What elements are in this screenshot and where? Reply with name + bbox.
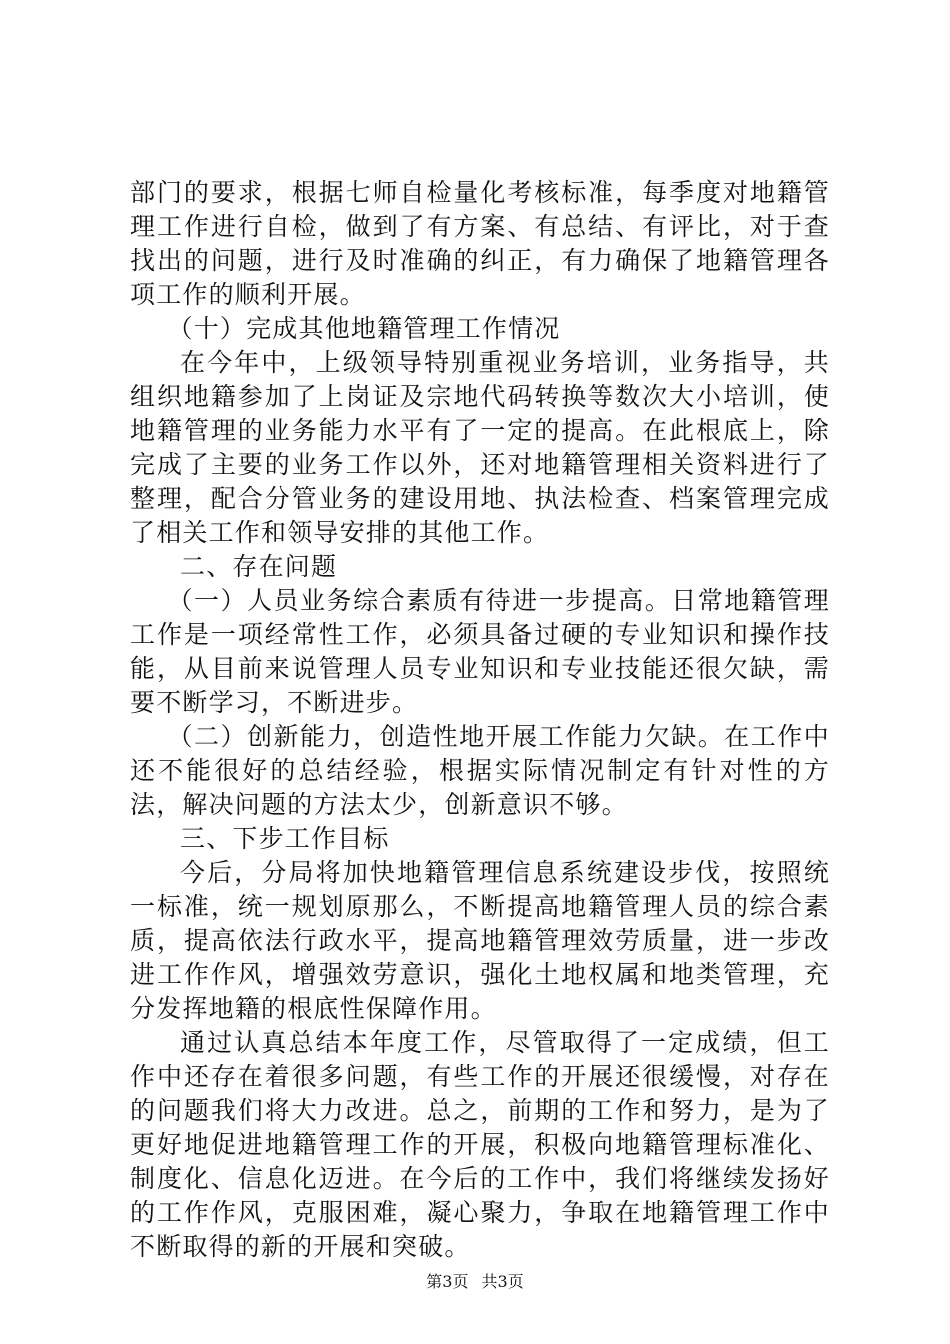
paragraph-conclusion: 通过认真总结本年度工作，尽管取得了一定成绩，但工作中还存在着很多问题，有些工作的开展还很缓慢，对存在的问题我们将大力改进。总之，前期的工作和努力，是为了更好地促进地籍管理工作的开展，积极向地籍管理标准化、制度化、信息化迈进。在今后的工作中，我们将继续发扬好的工作作风，克服困难，凝心聚力，争取在地籍管理工作中不断取得的新的开展和突破。 xyxy=(130,1028,830,1261)
document-body xyxy=(130,176,830,1264)
section-heading-goals: 三、下步工作目标 xyxy=(180,824,390,853)
paragraph-continuation: 部门的要求，根据七师自检量化考核标准，每季度对地籍管理工作进行自检，做到了有方案、有总结、有评比，对于查找出的问题，进行及时准确的纠正，有力确保了地籍管理各项工作的顺利开展。 xyxy=(130,178,830,309)
page-number-current: 第3页 xyxy=(426,1272,469,1291)
section-heading-problems: 二、存在问题 xyxy=(180,552,338,581)
paragraph-problem-two: （二）创新能力，创造性地开展工作能力欠缺。在工作中还不能很好的总结经验，根据实际情况制定有针对性的方法，解决问题的方法太少，创新意识不够。 xyxy=(130,722,830,819)
paragraph-goals: 今后，分局将加快地籍管理信息系统建设步伐，按照统一标准，统一规划原那么，不断提高地籍管理人员的综合素质，提高依法行政水平，提高地籍管理效劳质量，进一步改进工作作风，增强效劳意识，强化土地权属和地类管理，充分发挥地籍的根底性保障作用。 xyxy=(130,858,830,1023)
section-heading-ten: （十）完成其他地籍管理工作情况 xyxy=(167,314,561,343)
paragraph-other-work: 在今年中，上级领导特别重视业务培训，业务指导，共组织地籍参加了上岗证及宗地代码转换等数次大小培训，使地籍管理的业务能力水平有了一定的提高。在此根底上，除完成了主要的业务工作以外，还对地籍管理相关资料进行了整理，配合分管业务的建设用地、执法检查、档案管理完成了相关工作和领导安排的其他工作。 xyxy=(130,348,830,547)
page-number-total: 共3页 xyxy=(481,1272,524,1291)
page-footer xyxy=(0,1272,950,1292)
paragraph-problem-one: （一）人员业务综合素质有待进一步提高。日常地籍管理工作是一项经常性工作，必须具备过硬的专业知识和操作技能，从目前来说管理人员专业知识和专业技能还很欠缺，需要不断学习，不断进步。 xyxy=(130,586,830,717)
